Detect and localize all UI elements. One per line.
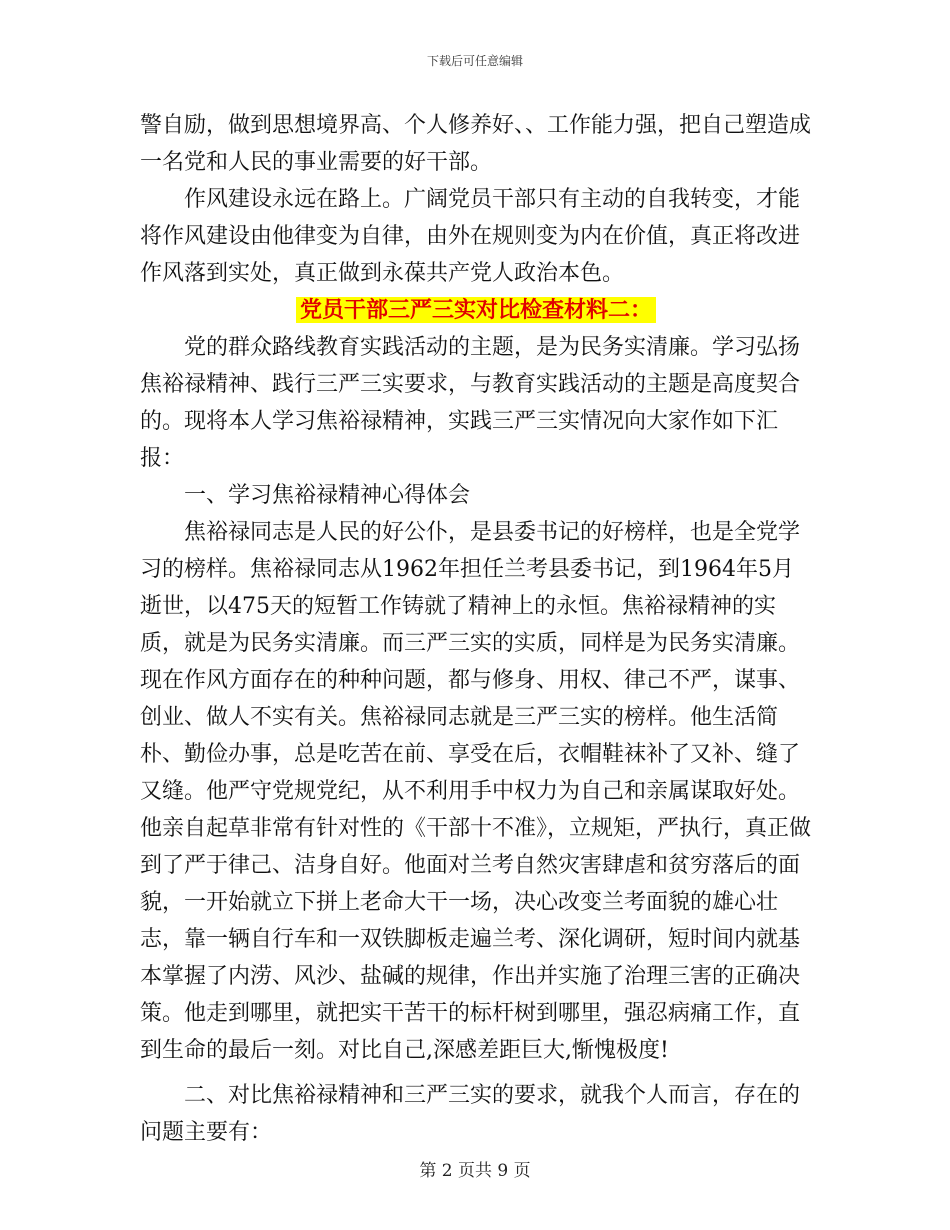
paragraph: 焦裕禄同志是人民的好公仆，是县委书记的好榜样，也是全党学习的榜样。焦裕禄同志从1962年担任兰考县委书记，到1964年5月逝世，以475天的短暂工作铸就了精神上的永恒。焦裕禄精神的实质，就是为民务实清廉。而三严三实的实质，同样是为民务实清廉。现在作风方面存在的种种问题，都与修身、用权、律己不严，谋事、创业、做人不实有关。焦裕禄同志就是三严三实的榜样。他生活简朴、勤俭办事，总是吃苦在前、享受在后，衣帽鞋袜补了又补、缝了又缝。他严守党规党纪，从不利用手中权力为自己和亲属谋取好处。他亲自起草非常有针对性的《干部十不准》，立规矩，严执行，真正做到了严于律己、洁身自好。他面对兰考自然灾害肆虐和贫穷落后的面貌，一开始就立下拼上老命大干一场，决心改变兰考面貌的雄心壮志，靠一辆自行车和一双铁脚板走遍兰考、深化调研，短时间内就基本掌握了内涝、风沙、盐碱的规律，作出并实施了治理三害的正确决策。他走到哪里，就把实干苦干的标杆树到哪里，强忍病痛工作，直到生命的最后一刻。对比自己,深感差距巨大,惭愧极度! [140,520,812,1063]
page-footer: 第 2 页共 9 页 [419,1161,531,1181]
document-body [140,107,812,1151]
section-heading: 党员干部三严三实对比检查材料二： [296,297,656,323]
section-heading-line [140,292,812,329]
paragraph: 党的群众路线教育实践活动的主题，是为民务实清廉。学习弘扬焦裕禄精神、践行三严三实要求，与教育实践活动的主题是高度契合的。现将本人学习焦裕禄精神，实践三严三实情况向大家作如下汇报： [140,335,801,471]
paragraph: 作风建设永远在路上。广阔党员干部只有主动的自我转变，才能将作风建设由他律变为自律，由外在规则变为内在价值，真正将改进作风落到实处，真正做到永葆共产党人政治本色。 [140,187,801,286]
subheading: 二、对比焦裕禄精神和三严三实的要求，就我个人而言，存在的问题主要有： [140,1083,801,1145]
page-header: 下载后可任意编辑 [426,54,523,68]
paragraph: 警自励，做到思想境界高、个人修养好、、工作能力强，把自己塑造成一名党和人民的事业需要的好干部。 [140,113,812,175]
subheading: 一、学习焦裕禄精神心得体会 [184,483,471,508]
